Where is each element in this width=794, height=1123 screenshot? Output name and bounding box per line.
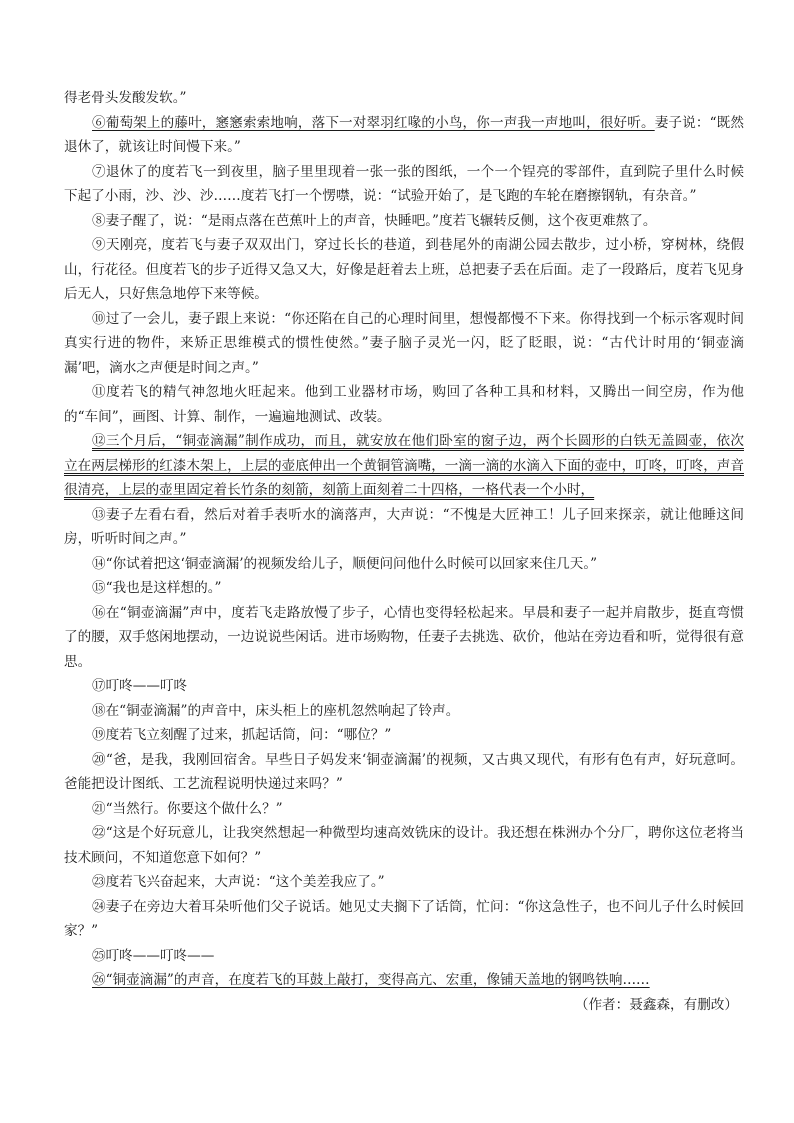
paragraph-18: ⑱在“铜壶滴漏”的声音中，床头柜上的座机忽然响起了铃声。 [92,702,460,719]
underlined-sentence: ⑥葡萄架上的藤叶，窸窸索索地响，落下一对翠羽红喙的小鸟，你一声我一声地叫，很好听。 [92,114,655,131]
paragraph-tail: 妻子说：“既然退休了，就该让时间慢下来。” [64,114,744,155]
paragraph-17: ⑰叮咚——叮咚 [92,678,188,694]
paragraph-19: ⑲度若飞立刻醒了过来，抓起话筒，问：“哪位？” [92,727,392,743]
paragraph-14: ⑭“你试着把这‘铜壶滴漏’的视频发给儿子，顺便问问他什么时候可以回家来住几天。” [92,555,598,572]
author-credit: （作者：聂鑫森，有删改） [574,996,738,1013]
paragraph-16: ⑯在“铜壶滴漏”声中，度若飞走路放慢了步子，心情也变得轻松起来。早晨和妻子一起并肩散步，挺直弯惯了的腰，双手悠闲地摆动，一边说说些闲话。进市场购物，任妻子去挑选、砍价，他站在旁边看和听，觉得很有意思。 [64,604,744,670]
paragraph-10: ⑩过了一会儿，妻子跟上来说：“你还陷在自己的心理时间里，想慢都慢不下来。你得找到一个标示客观时间真实行进的物件，来矫正思维模式的惯性使然。”妻子脑子灵光一闪，眨了眨眼，说：“古代计时用的‘铜壶滴漏’吧，滴水之声便是时间之声。” [64,310,744,376]
article-body [64,86,744,1017]
paragraph-0: 得老骨头发酸发软。” [64,90,187,106]
paragraph-8: ⑧妻子醒了，说：“是雨点落在芭蕉叶上的声音，快睡吧。”度若飞辗转反侧，这个夜更难熬了。 [92,212,657,229]
paragraph-12 [64,429,744,503]
underlined-sentence: ㉖“铜壶滴漏”的声音，在度若飞的耳鼓上敲打，变得高亢、宏重，像铺天盖地的钢鸣铁响…… [92,972,650,988]
paragraph-15: ⑮“我也是这样想的。” [92,580,222,596]
paragraph-13: ⑬妻子左看右看，然后对着手表听水的滴落声，大声说：“不愧是大匠神工！儿子回来探亲，就让他睡这间房，听听时间之声。” [64,506,744,547]
paragraph-9: ⑨天刚亮，度若飞与妻子双双出门，穿过长长的巷道，到巷尾外的南湖公园去散步，过小桥，穿树林，绕假山，行花径。但度若飞的步子近得又急又大，好像是赶着去上班，总把妻子丢在后面。走了一段路后，度若飞见身后无人，只好焦急地停下来等候。 [64,237,744,302]
paragraph-7: ⑦退休了的度若飞一到夜里，脑子里里现着一张一张的图纸，一个一个锃亮的零部件，直到院子里什么时候下起了小雨，沙、沙、沙……度若飞打一个愣噤，说：“试验开始了，是飞跑的车轮在磨擦钢轨，有杂音。” [64,163,744,204]
double-underlined-passage: ⑫三个月后，“铜壶滴漏”制作成功，而且，就安放在他们卧室的窗子边，两个长圆形的白铁无盖圆壶，依次立在两层梯形的红漆木架上，上层的壶底伸出一个黄铜管滴嘴，一滴一滴的水滴入下面的壶中，叮咚，叮咚，声音很清亮，上层的壶里固定着长竹条的刻箭，刻箭上面刻着二十四格，一格代表一个小时， [64,433,744,498]
paragraph-11: ⑪度若飞的精气神忽地火旺起来。他到工业器材市场，购回了各种工具和材料，又腾出一间空房，作为他的“车间”，画图、计算、制作，一遍遍地测试、改装。 [64,384,744,425]
paragraph-26 [64,968,744,993]
paragraph-22: ㉒“这是个好玩意儿，让我突然想起一种微型均速高效铣床的设计。我还想在株洲办个分厂，聘你这位老将当技术顾问，不知道您意下如何？” [64,825,744,866]
paragraph-21: ㉑“当然行。你要这个做什么？” [92,800,283,817]
paragraph-6 [64,111,744,160]
paragraph-23: ㉓度若飞兴奋起来，大声说：“这个美差我应了。” [92,874,385,890]
paragraph-25: ㉕叮咚——叮咚—— [92,947,215,964]
paragraph-20: ⑳“爸，是我，我刚回宿舍。早些日子妈发来‘铜壶滴漏’的视频，又古典又现代，有形有色有声，好玩意呵。爸能把设计图纸、工艺流程说明快递过来吗？” [64,751,744,792]
paragraph-24: ㉔妻子在旁边大着耳朵听他们父子说话。她见丈夫搁下了话筒，忙问：“你这急性子，也不问儿子什么时候回家？” [64,898,744,939]
